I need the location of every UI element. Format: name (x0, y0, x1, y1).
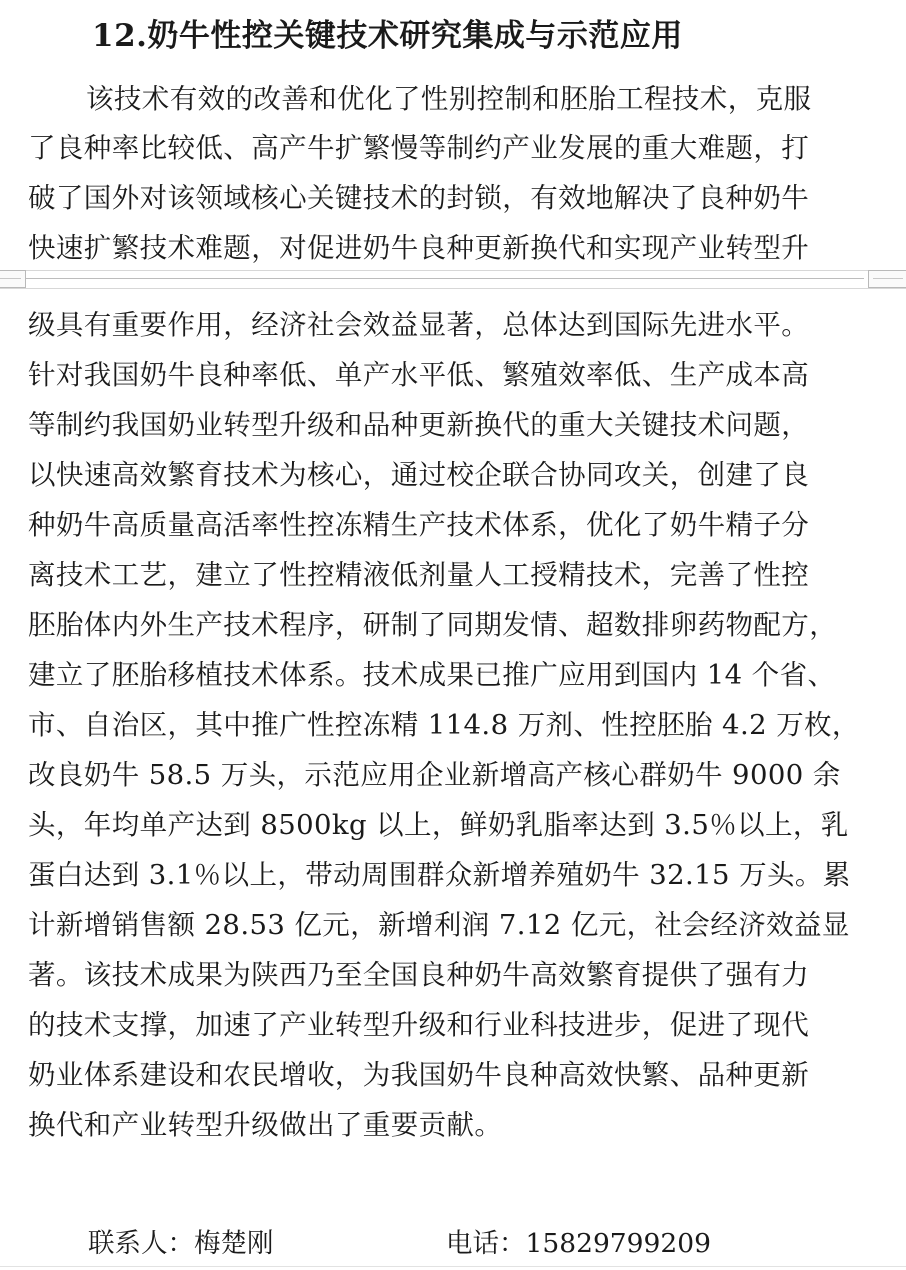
paragraph-line: 快速扩繁技术难题，对促进奶牛良种更新换代和实现产业转型升 (28, 232, 810, 264)
paragraph-line: 级具有重要作用，经济社会效益显著，总体达到国际先进水平。 (28, 309, 810, 341)
page-margin-marker-right (868, 270, 906, 288)
paragraph-line: 以快速高效繁育技术为核心，通过校企联合协同攻关，创建了良 (28, 459, 810, 491)
page-bottom-edge (0, 1266, 906, 1267)
paragraph-line: 换代和产业转型升级做出了重要贡献。 (28, 1109, 503, 1141)
document-title: 12.奶牛性控关键技术研究集成与示范应用 (92, 18, 683, 54)
paragraph-line: 改良奶牛 58.5 万头，示范应用企业新增高产核心群奶牛 9000 余 (28, 759, 841, 791)
paragraph-line: 奶业体系建设和农民增收，为我国奶牛良种高效快繁、品种更新 (28, 1059, 810, 1091)
page-top (0, 0, 906, 272)
paragraph-line: 离技术工艺，建立了性控精液低剂量人工授精技术，完善了性控 (28, 559, 810, 591)
paragraph-line: 头，年均单产达到 8500kg 以上，鲜奶乳脂率达到 3.5％以上，乳 (28, 809, 849, 841)
paragraph-line: 市、自治区，其中推广性控冻精 114.8 万剂、性控胚胎 4.2 万枚， (28, 709, 860, 741)
paragraph-line: 建立了胚胎移植技术体系。技术成果已推广应用到国内 14 个省、 (28, 659, 836, 691)
paragraph-line: 破了国外对该领域核心关键技术的封锁，有效地解决了良种奶牛 (28, 182, 810, 214)
page-edge-top (0, 270, 906, 271)
paragraph-line: 胚胎体内外生产技术程序，研制了同期发情、超数排卵药物配方， (28, 609, 838, 641)
paragraph-line: 等制约我国奶业转型升级和品种更新换代的重大关键技术问题， (28, 409, 810, 441)
contact-phone: 电话：15829799209 (446, 1228, 711, 1259)
paragraph-line: 针对我国奶牛良种率低、单产水平低、繁殖效率低、生产成本高 (28, 359, 810, 391)
paragraph-line: 该技术有效的改善和优化了性别控制和胚胎工程技术，克服 (86, 83, 812, 115)
page-bottom (0, 288, 906, 1270)
paragraph-line: 计新增销售额 28.53 亿元，新增利润 7.12 亿元，社会经济效益显 (28, 909, 850, 941)
page-margin-marker-left (0, 270, 26, 288)
paragraph-line: 的技术支撑，加速了产业转型升级和行业科技进步，促进了现代 (28, 1009, 810, 1041)
paragraph-line: 种奶牛高质量高活率性控冻精生产技术体系，优化了奶牛精子分 (28, 509, 810, 541)
page-break-divider (26, 278, 864, 279)
contact-person: 联系人：梅楚刚 (88, 1228, 274, 1259)
paragraph-line: 了良种率比较低、高产牛扩繁慢等制约产业发展的重大难题，打 (28, 132, 810, 164)
paragraph-line: 著。该技术成果为陕西乃至全国良种奶牛高效繁育提供了强有力 (28, 959, 810, 991)
paragraph-line: 蛋白达到 3.1％以上，带动周围群众新增养殖奶牛 32.15 万头。累 (28, 859, 851, 891)
